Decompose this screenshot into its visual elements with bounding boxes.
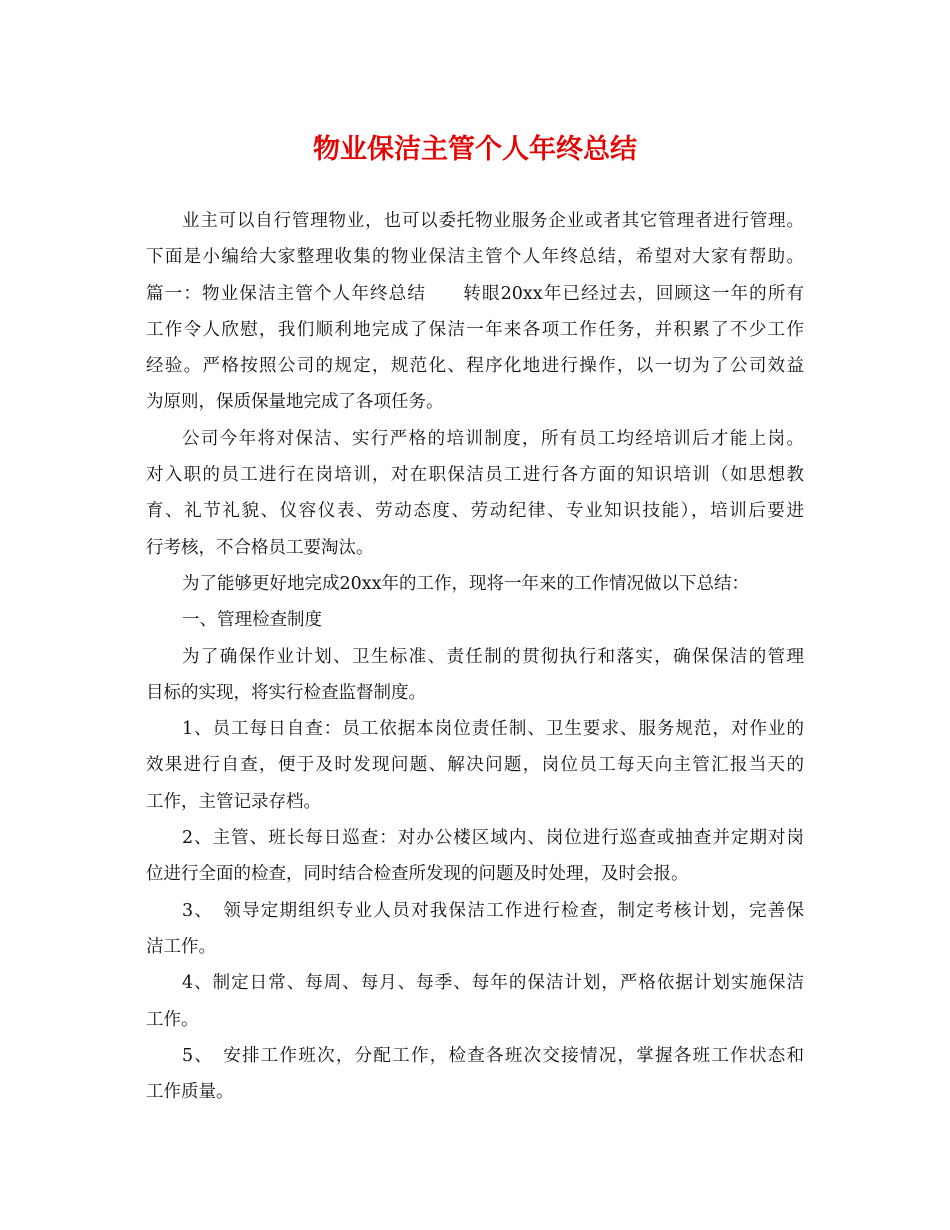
paragraph-line: 业主可以自行管理物业，也可以委托物业服务企业或者其它管理者进行管理。: [182, 211, 804, 231]
paragraph-line: 位进行全面的检查，同时结合检查所发现的问题及时处理，及时会报。: [146, 864, 689, 885]
section-heading: 一、管理检查制度: [182, 610, 322, 631]
paragraph-line: 工作。: [146, 1009, 199, 1030]
paragraph-line: 4、制定日常、每周、每月、每季、每年的保洁计划，严格依据计划实施保洁: [182, 973, 804, 994]
paragraph-line: 3、 领导定期组织专业人员对我保洁工作进行检查，制定考核计划，完善保: [182, 900, 804, 921]
paragraph-line: 篇一：物业保洁主管个人年终总结 转眼20xx年已经过去，回顾这一年的所有: [146, 283, 804, 304]
paragraph-line: 育、礼节礼貌、仪容仪表、劳动态度、劳动纪律、专业知识技能），培训后要进: [146, 501, 804, 522]
paragraph-line: 公司今年将对保洁、实行严格的培训制度，所有员工均经培训后才能上岗。: [182, 428, 804, 449]
paragraph-line: 为了确保作业计划、卫生标准、责任制的贯彻执行和落实，确保保洁的管理: [182, 646, 804, 667]
paragraph-line: 为原则，保质保量地完成了各项任务。: [146, 392, 444, 413]
paragraph-line: 1、员工每日自查：员工依据本岗位责任制、卫生要求、服务规范，对作业的: [182, 719, 804, 740]
document-title: 物业保洁主管个人年终总结: [313, 134, 637, 165]
document-body: [146, 203, 804, 1110]
paragraph-line: 下面是小编给大家整理收集的物业保洁主管个人年终总结，希望对大家有帮助。: [146, 247, 804, 268]
paragraph-line: 5、 安排工作班次，分配工作，检查各班次交接情况，掌握各班工作状态和: [182, 1045, 804, 1066]
paragraph-line: 效果进行自查，便于及时发现问题、解决问题，岗位员工每天向主管汇报当天的: [146, 755, 804, 776]
paragraph-line: 目标的实现，将实行检查监督制度。: [146, 682, 426, 703]
paragraph-line: 行考核，不合格员工要淘汰。: [146, 537, 374, 558]
paragraph-line: 对入职的员工进行在岗培训，对在职保洁员工进行各方面的知识培训（如思想教: [146, 465, 804, 486]
paragraph-line: 工作，主管记录存档。: [146, 791, 321, 812]
paragraph-line: 工作令人欣慰，我们顺利地完成了保洁一年来各项工作任务，并积累了不少工作: [146, 319, 804, 340]
paragraph-line: 工作质量。: [146, 1082, 234, 1103]
paragraph-line: 为了能够更好地完成20xx年的工作，现将一年来的工作情况做以下总结：: [182, 573, 750, 594]
paragraph-line: 经验。严格按照公司的规定，规范化、程序化地进行操作，以一切为了公司效益: [146, 356, 804, 377]
paragraph-line: 洁工作。: [146, 936, 216, 957]
paragraph-line: 2、主管、班长每日巡查：对办公楼区域内、岗位进行巡查或抽查并定期对岗: [182, 828, 804, 849]
